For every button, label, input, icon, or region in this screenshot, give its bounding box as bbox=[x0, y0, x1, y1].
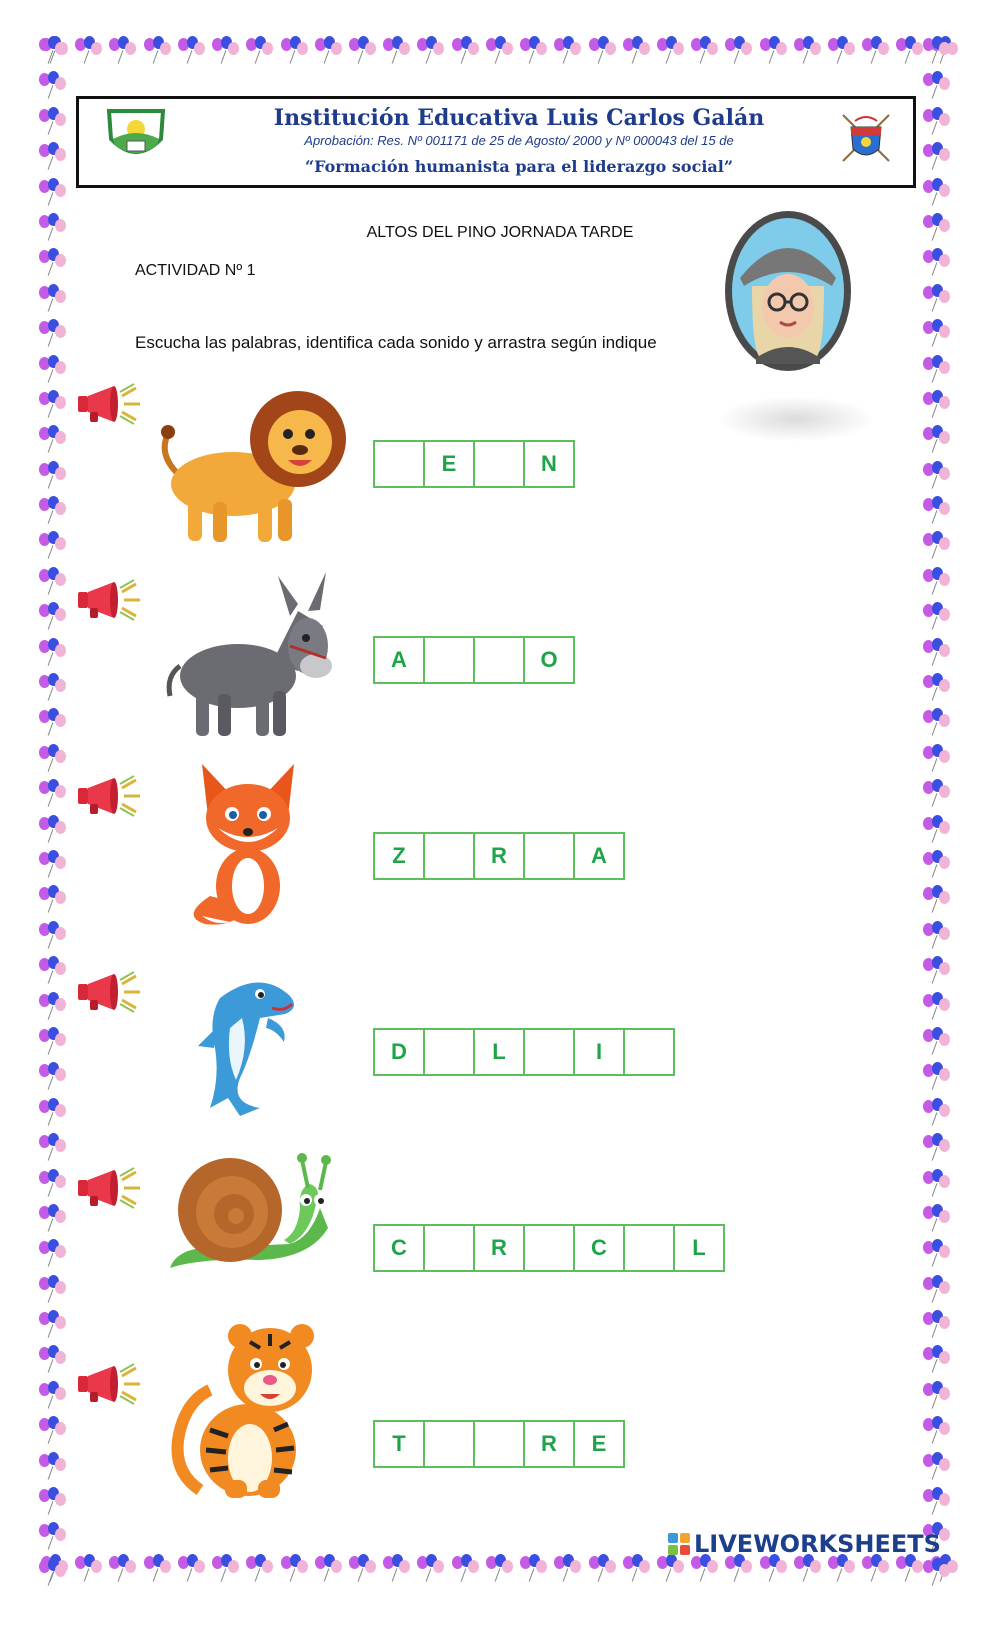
balloon-icon bbox=[588, 1554, 618, 1584]
balloon-icon bbox=[38, 319, 68, 349]
balloon-icon bbox=[280, 36, 310, 66]
activity-title: ACTIVIDAD Nº 1 bbox=[135, 262, 256, 279]
balloon-icon bbox=[38, 248, 68, 278]
balloon-icon bbox=[38, 1381, 68, 1411]
balloon-icon bbox=[38, 1558, 68, 1588]
balloon-icon bbox=[922, 107, 952, 137]
letter-box: A bbox=[575, 834, 623, 878]
blank-drop-box[interactable] bbox=[525, 1226, 575, 1270]
liveworksheets-brand bbox=[668, 1530, 941, 1558]
balloon-icon bbox=[38, 1239, 68, 1269]
balloon-icon bbox=[922, 921, 952, 951]
balloon-icon bbox=[38, 355, 68, 385]
balloon-icon bbox=[38, 1133, 68, 1163]
fox-illustration bbox=[180, 756, 310, 935]
balloon-icon bbox=[922, 1416, 952, 1446]
balloon-icon bbox=[922, 1452, 952, 1482]
balloon-icon bbox=[74, 1554, 104, 1584]
balloon-icon bbox=[348, 36, 378, 66]
balloon-icon bbox=[108, 36, 138, 66]
letter-box: I bbox=[575, 1030, 625, 1074]
balloon-icon bbox=[38, 1098, 68, 1128]
snail-word-boxes bbox=[373, 1224, 725, 1272]
balloon-icon bbox=[485, 1554, 515, 1584]
lion-word-boxes bbox=[373, 440, 575, 488]
balloon-icon bbox=[38, 921, 68, 951]
balloon-icon bbox=[922, 1062, 952, 1092]
balloon-icon bbox=[922, 178, 952, 208]
balloon-icon bbox=[922, 1239, 952, 1269]
balloon-icon bbox=[382, 1554, 412, 1584]
balloon-icon bbox=[38, 496, 68, 526]
balloon-icon bbox=[553, 36, 583, 66]
tiger-illustration bbox=[170, 1320, 330, 1504]
balloon-icon bbox=[922, 248, 952, 278]
balloon-icon bbox=[38, 213, 68, 243]
balloon-icon bbox=[451, 36, 481, 66]
balloon-icon bbox=[922, 1310, 952, 1340]
blank-drop-box[interactable] bbox=[425, 638, 475, 682]
balloon-icon bbox=[724, 36, 754, 66]
balloon-icon bbox=[827, 36, 857, 66]
letter-box: E bbox=[425, 442, 475, 486]
letter-box: Z bbox=[375, 834, 425, 878]
balloon-icon bbox=[922, 602, 952, 632]
balloon-icon bbox=[416, 36, 446, 66]
balloon-icon bbox=[38, 567, 68, 597]
balloon-icon bbox=[922, 142, 952, 172]
balloon-icon bbox=[519, 36, 549, 66]
blank-drop-box[interactable] bbox=[475, 442, 525, 486]
balloon-icon bbox=[588, 36, 618, 66]
balloon-icon bbox=[861, 1554, 891, 1584]
balloon-icon bbox=[38, 1275, 68, 1305]
school-header bbox=[76, 96, 916, 188]
balloon-icon bbox=[622, 36, 652, 66]
balloon-icon bbox=[38, 1062, 68, 1092]
balloon-icon bbox=[793, 36, 823, 66]
balloon-icon bbox=[38, 744, 68, 774]
megaphone-icon[interactable] bbox=[76, 578, 142, 622]
balloon-icon bbox=[861, 36, 891, 66]
balloon-icon bbox=[38, 1487, 68, 1517]
balloon-icon bbox=[922, 213, 952, 243]
balloon-icon bbox=[690, 36, 720, 66]
balloon-icon bbox=[211, 36, 241, 66]
balloon-icon bbox=[922, 390, 952, 420]
balloon-icon bbox=[314, 1554, 344, 1584]
balloon-icon bbox=[38, 1169, 68, 1199]
letter-box: R bbox=[475, 834, 525, 878]
balloon-border-top bbox=[40, 36, 960, 70]
balloon-icon bbox=[245, 36, 275, 66]
balloon-icon bbox=[895, 36, 925, 66]
balloon-icon bbox=[38, 390, 68, 420]
balloon-icon bbox=[38, 673, 68, 703]
brand-text: LIVEWORKSHEETS bbox=[694, 1530, 941, 1558]
balloon-icon bbox=[922, 425, 952, 455]
balloon-icon bbox=[177, 36, 207, 66]
blank-drop-box[interactable] bbox=[425, 1422, 475, 1466]
balloon-icon bbox=[38, 107, 68, 137]
balloon-icon bbox=[382, 36, 412, 66]
megaphone-icon[interactable] bbox=[76, 774, 142, 818]
balloon-icon bbox=[553, 1554, 583, 1584]
blank-drop-box[interactable] bbox=[475, 1422, 525, 1466]
balloon-icon bbox=[38, 1310, 68, 1340]
letter-box: L bbox=[675, 1226, 723, 1270]
balloon-icon bbox=[519, 1554, 549, 1584]
letter-box: R bbox=[475, 1226, 525, 1270]
balloon-icon bbox=[922, 1345, 952, 1375]
lion-illustration bbox=[148, 384, 348, 558]
school-crest-icon bbox=[101, 105, 171, 165]
balloon-icon bbox=[656, 36, 686, 66]
letter-box: T bbox=[375, 1422, 425, 1466]
balloon-icon bbox=[177, 1554, 207, 1584]
letter-box: C bbox=[375, 1226, 425, 1270]
balloon-icon bbox=[38, 1522, 68, 1552]
decorative-shadow bbox=[716, 396, 876, 442]
dolphin-word-boxes bbox=[373, 1028, 675, 1076]
balloon-icon bbox=[922, 1487, 952, 1517]
balloon-icon bbox=[922, 531, 952, 561]
balloon-icon bbox=[922, 284, 952, 314]
balloon-icon bbox=[759, 1554, 789, 1584]
balloon-icon bbox=[759, 36, 789, 66]
balloon-icon bbox=[922, 850, 952, 880]
teacher-avatar bbox=[722, 208, 854, 374]
balloon-icon bbox=[622, 1554, 652, 1584]
balloon-icon bbox=[922, 1169, 952, 1199]
subtitle: ALTOS DEL PINO JORNADA TARDE bbox=[366, 224, 634, 241]
balloon-icon bbox=[38, 1204, 68, 1234]
balloon-icon bbox=[38, 1452, 68, 1482]
balloon-icon bbox=[38, 1416, 68, 1446]
balloon-icon bbox=[724, 1554, 754, 1584]
blank-drop-box[interactable] bbox=[475, 638, 525, 682]
balloon-icon bbox=[656, 1554, 686, 1584]
balloon-border-left bbox=[38, 36, 72, 1588]
balloon-icon bbox=[314, 36, 344, 66]
blank-drop-box[interactable] bbox=[375, 442, 425, 486]
balloon-icon bbox=[211, 1554, 241, 1584]
balloon-icon bbox=[38, 885, 68, 915]
balloon-icon bbox=[922, 992, 952, 1022]
balloon-icon bbox=[922, 1027, 952, 1057]
blank-drop-box[interactable] bbox=[525, 834, 575, 878]
letter-box: A bbox=[375, 638, 425, 682]
megaphone-icon[interactable] bbox=[76, 1166, 142, 1210]
balloon-icon bbox=[38, 779, 68, 809]
balloon-icon bbox=[38, 850, 68, 880]
donkey-word-boxes bbox=[373, 636, 575, 684]
balloon-icon bbox=[922, 1133, 952, 1163]
megaphone-icon[interactable] bbox=[76, 1362, 142, 1406]
balloon-icon bbox=[922, 744, 952, 774]
balloon-icon bbox=[280, 1554, 310, 1584]
balloon-icon bbox=[922, 708, 952, 738]
blank-drop-box[interactable] bbox=[625, 1030, 673, 1074]
letter-box: L bbox=[475, 1030, 525, 1074]
coat-of-arms-icon bbox=[837, 109, 895, 167]
balloon-icon bbox=[922, 496, 952, 526]
balloon-icon bbox=[38, 992, 68, 1022]
balloon-icon bbox=[38, 425, 68, 455]
letter-box: D bbox=[375, 1030, 425, 1074]
balloon-icon bbox=[38, 36, 68, 66]
megaphone-icon[interactable] bbox=[76, 382, 142, 426]
blank-drop-box[interactable] bbox=[525, 1030, 575, 1074]
balloon-icon bbox=[38, 178, 68, 208]
balloon-icon bbox=[895, 1554, 925, 1584]
balloon-icon bbox=[38, 602, 68, 632]
balloon-icon bbox=[108, 1554, 138, 1584]
balloon-icon bbox=[38, 461, 68, 491]
fox-word-boxes bbox=[373, 832, 625, 880]
balloon-icon bbox=[416, 1554, 446, 1584]
balloon-icon bbox=[922, 815, 952, 845]
balloon-icon bbox=[922, 71, 952, 101]
balloon-icon bbox=[38, 708, 68, 738]
balloon-icon bbox=[922, 36, 952, 66]
balloon-icon bbox=[922, 956, 952, 986]
balloon-icon bbox=[922, 1558, 952, 1588]
blank-drop-box[interactable] bbox=[425, 1030, 475, 1074]
balloon-icon bbox=[74, 36, 104, 66]
megaphone-icon[interactable] bbox=[76, 970, 142, 1014]
dolphin-illustration bbox=[180, 968, 310, 1122]
balloon-icon bbox=[38, 531, 68, 561]
blank-drop-box[interactable] bbox=[425, 834, 475, 878]
balloon-icon bbox=[451, 1554, 481, 1584]
balloon-border-right bbox=[922, 36, 956, 1588]
letter-box: N bbox=[525, 442, 573, 486]
snail-illustration bbox=[160, 1148, 340, 1292]
balloon-icon bbox=[38, 142, 68, 172]
balloon-icon bbox=[485, 36, 515, 66]
balloon-icon bbox=[38, 284, 68, 314]
balloon-icon bbox=[793, 1554, 823, 1584]
balloon-icon bbox=[922, 885, 952, 915]
tiger-word-boxes bbox=[373, 1420, 625, 1468]
balloon-icon bbox=[38, 956, 68, 986]
liveworksheets-logo-icon bbox=[668, 1533, 690, 1555]
blank-drop-box[interactable] bbox=[625, 1226, 675, 1270]
balloon-icon bbox=[348, 1554, 378, 1584]
balloon-icon bbox=[922, 355, 952, 385]
balloon-border-bottom bbox=[40, 1554, 960, 1588]
balloon-icon bbox=[143, 36, 173, 66]
balloon-icon bbox=[922, 673, 952, 703]
instruction-text: Escucha las palabras, identifica cada sonido y arrastra según indique bbox=[135, 333, 657, 352]
balloon-icon bbox=[922, 779, 952, 809]
letter-box: R bbox=[525, 1422, 575, 1466]
school-name: Institución Educativa Luis Carlos Galán bbox=[273, 105, 765, 131]
balloon-icon bbox=[922, 638, 952, 668]
balloon-icon bbox=[245, 1554, 275, 1584]
balloon-icon bbox=[143, 1554, 173, 1584]
letter-box: O bbox=[525, 638, 573, 682]
donkey-illustration bbox=[158, 566, 338, 750]
balloon-icon bbox=[38, 638, 68, 668]
balloon-icon bbox=[922, 1098, 952, 1128]
balloon-icon bbox=[922, 567, 952, 597]
balloon-icon bbox=[38, 815, 68, 845]
balloon-icon bbox=[922, 1204, 952, 1234]
blank-drop-box[interactable] bbox=[425, 1226, 475, 1270]
balloon-icon bbox=[38, 1027, 68, 1057]
approval-text: Aprobación: Res. Nº 001171 de 25 de Agosto/ 2000 y Nº 000043 del 15 de bbox=[304, 133, 734, 148]
balloon-icon bbox=[38, 1345, 68, 1375]
school-motto: “Formación humanista para el liderazgo social” bbox=[304, 157, 734, 176]
balloon-icon bbox=[922, 319, 952, 349]
balloon-icon bbox=[922, 461, 952, 491]
balloon-icon bbox=[922, 1275, 952, 1305]
letter-box: E bbox=[575, 1422, 623, 1466]
letter-box: C bbox=[575, 1226, 625, 1270]
balloon-icon bbox=[690, 1554, 720, 1584]
balloon-icon bbox=[922, 1381, 952, 1411]
balloon-icon bbox=[827, 1554, 857, 1584]
balloon-icon bbox=[38, 71, 68, 101]
